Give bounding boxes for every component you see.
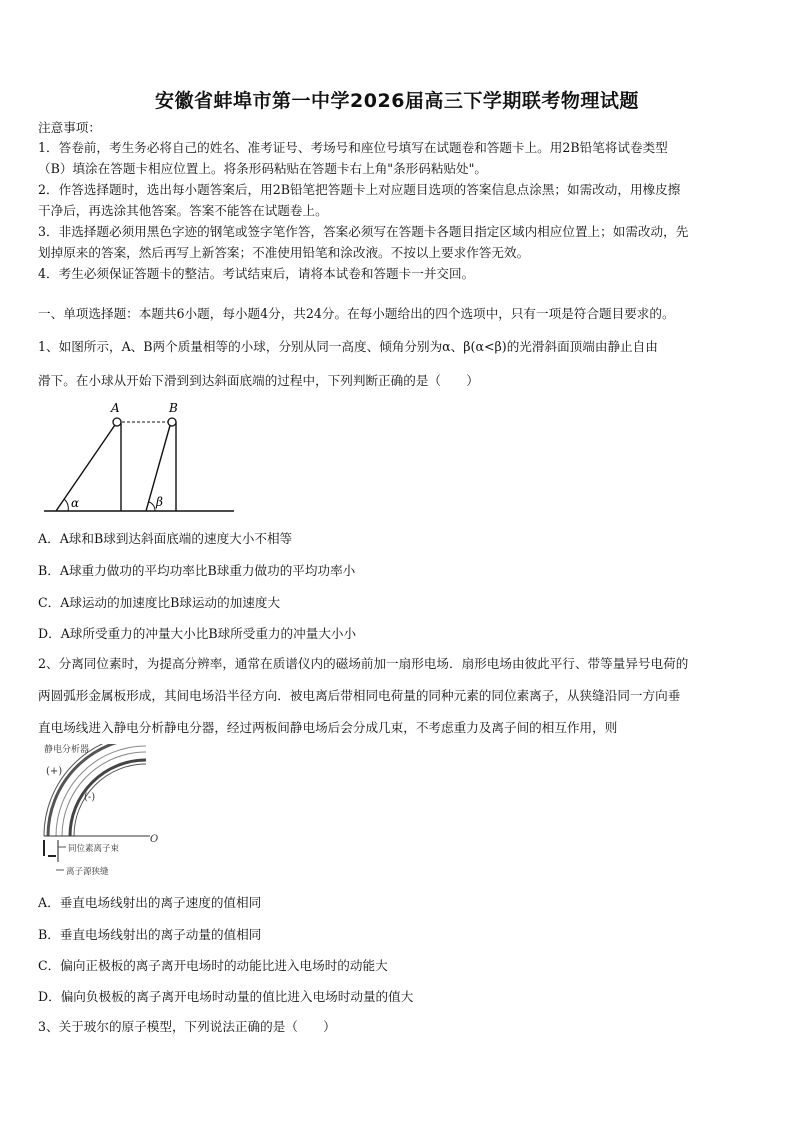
q1-incline-figure	[38, 398, 238, 520]
q3-stem: 3、关于玻尔的原子模型，下列说法正确的是（ ）	[38, 1019, 336, 1034]
q1-label-a: A	[111, 401, 120, 415]
notice-line: 干净后，再选涂其他答案。答案不能答在试题卷上。	[38, 203, 328, 218]
q2-analyzer-figure	[38, 744, 168, 884]
q2-stem: 直电场线进入静电分析静电分器，经过两板间静电场后会分成几束，不考虑重力及离子间的相互作用，则	[38, 720, 618, 735]
notice-line: 划掉原来的答案，然后再写上新答案；不准使用铅笔和涂改液。不按以上要求作答无效。	[38, 245, 530, 260]
q1-stem: 1、如图所示，A、B两个质量相等的小球，分别从同一高度、倾角分别为α、β(α<β)的光滑斜面顶端由静止自由	[38, 339, 658, 354]
q2-stem: 2、分离同位素时，为提高分辨率，通常在质谱仪内的磁场前加一扇形电场．扇形电场由彼此平行、带等量异号电荷的	[38, 656, 689, 671]
q1-option-a: A．A球和B球到达斜面底端的速度大小不相等	[38, 531, 293, 546]
notice-line: 1．答卷前，考生务必将自己的姓名、准考证号、考场号和座位号填写在试题卷和答题卡上。用2B铅笔将试卷类型	[38, 140, 668, 155]
q2-analyzer-label: 静电分析器	[44, 745, 90, 755]
q1-option-d: D．A球所受重力的冲量大小比B球所受重力的冲量大小小	[38, 626, 357, 641]
q1-option-c: C．A球运动的加速度比B球运动的加速度大	[38, 595, 281, 610]
page-title: 安徽省蚌埠市第一中学2026届高三下学期联考物理试题	[155, 90, 639, 112]
q2-minus-label: (-)	[84, 792, 96, 803]
q2-option-c: C．偏向正极板的离子离开电场时的动能比进入电场时的动能大	[38, 958, 388, 973]
q2-option-b: B．垂直电场线射出的离子动量的值相同	[38, 927, 262, 942]
notice-line: 4．考生必须保证答题卡的整洁。考试结束后，请将本试卷和答题卡一并交回。	[38, 266, 475, 281]
q2-origin-label: O	[150, 834, 159, 845]
notice-line: 2．作答选择题时，选出每小题答案后，用2B铅笔把答题卡上对应题目选项的答案信息点涂黑；如需改动，用橡皮擦	[38, 182, 681, 197]
q1-stem: 滑下。在小球从开始下滑到到达斜面底端的过程中，下列判断正确的是（ ）	[38, 373, 479, 388]
notice-line: 3．非选择题必须用黑色字迹的钢笔或签字笔作答，答案必须写在答题卡各题目指定区域内相应位置上；如需改动，先	[38, 224, 689, 239]
q2-plus-label: (+)	[46, 766, 63, 777]
q2-option-d: D．偏向负极板的离子离开电场时动量的值比进入电场时动量的值大	[38, 989, 414, 1004]
q1-angle-alpha: α	[71, 496, 80, 510]
q1-angle-beta: β	[156, 495, 163, 509]
q2-beam-label: 同位素离子束	[68, 844, 120, 854]
q2-option-a: A．垂直电场线射出的离子速度的值相同	[38, 895, 262, 910]
q1-option-b: B．A球重力做功的平均功率比B球重力做功的平均功率小	[38, 563, 356, 578]
q1-label-b: B	[169, 401, 178, 415]
section-heading: 一、单项选择题：本题共6小题，每小题4分，共24分。在每小题给出的四个选项中，只有一项是符合题目要求的。	[38, 306, 675, 321]
notice-line: （B）填涂在答题卡相应位置上。将条形码粘贴在答题卡右上角"条形码粘贴处"。	[38, 161, 488, 176]
notice-heading: 注意事项：	[38, 120, 101, 135]
q2-slit-label: 离子源狭缝	[66, 867, 109, 877]
q2-stem: 两圆弧形金属板形成，其间电场沿半径方向．被电离后带相同电荷量的同种元素的同位素离子，从狭缝沿同一方向垂	[38, 688, 681, 703]
